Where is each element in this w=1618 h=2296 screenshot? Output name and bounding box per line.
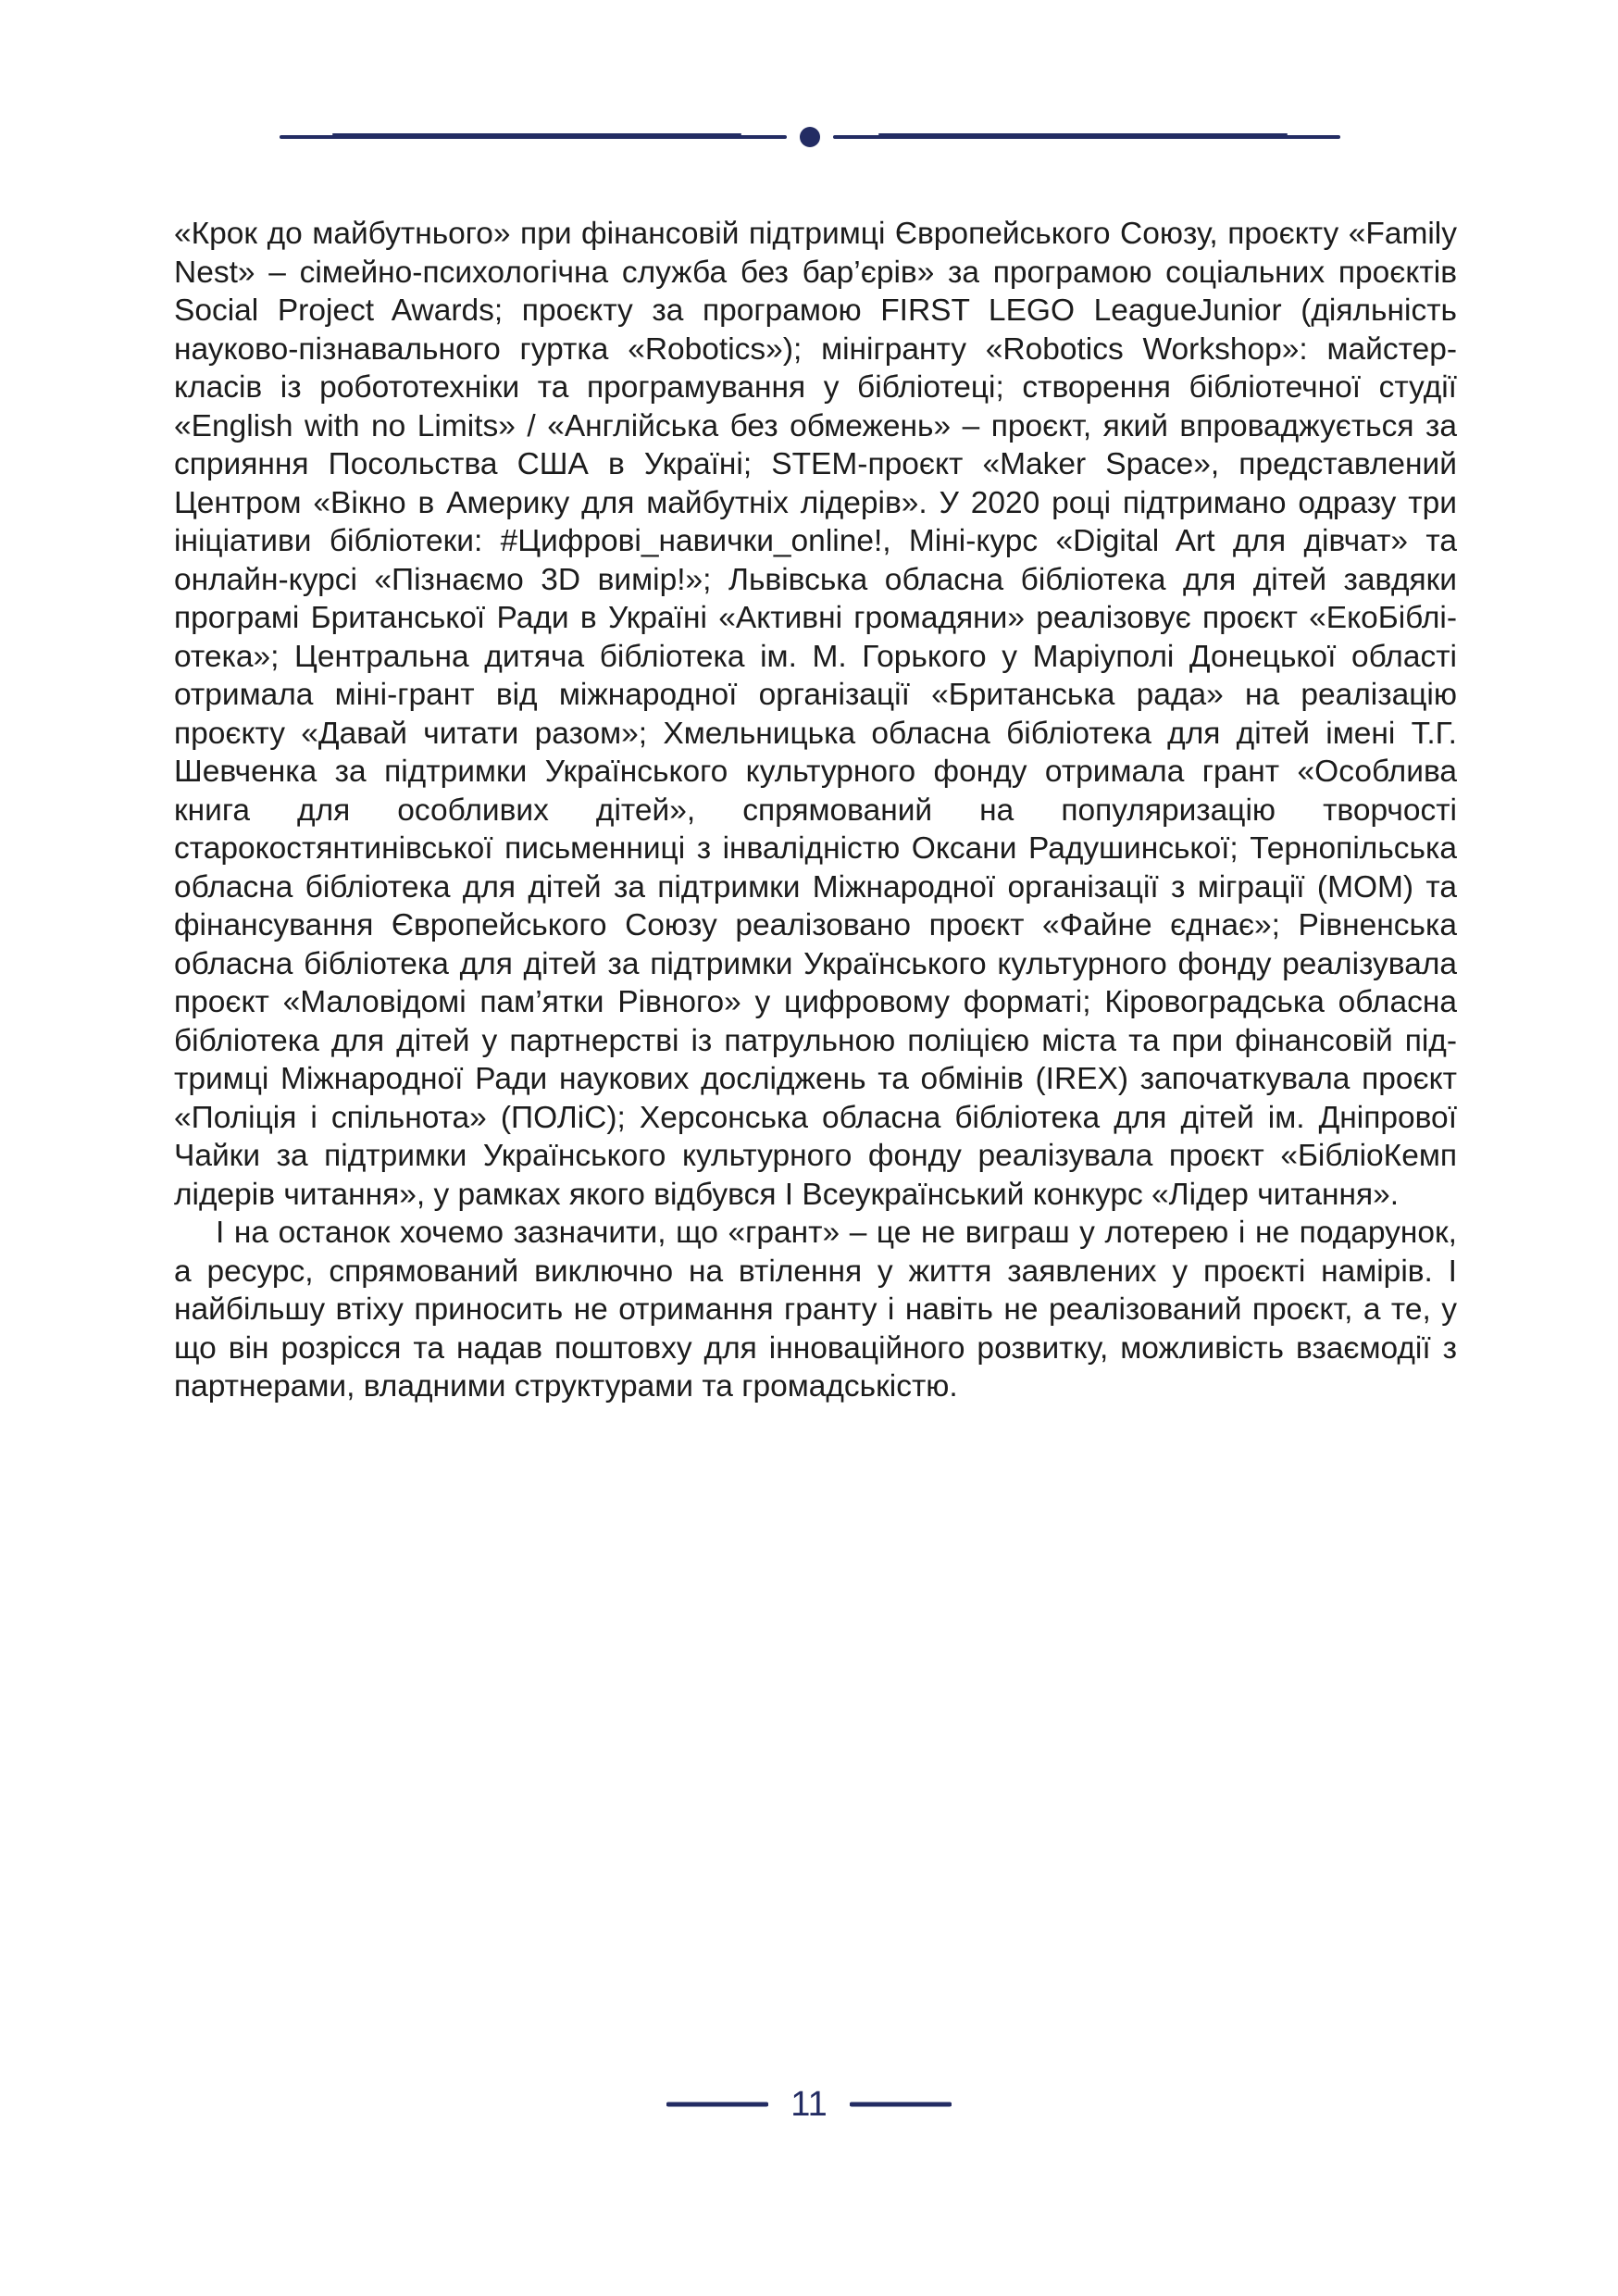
header-divider-icon	[278, 120, 1342, 154]
page-number: 11	[790, 2084, 828, 2124]
header-dot-icon	[800, 127, 820, 147]
footer-left-rule-icon	[666, 2100, 768, 2109]
footer-right-rule-icon	[850, 2100, 952, 2109]
page-footer	[0, 2081, 1618, 2128]
header-ornament	[278, 120, 1342, 154]
main-text	[174, 215, 1457, 1406]
paragraph-1: «Крок до майбутнього» при фінансовій підтримці Європейського Союзу, проєкту «Family Nest» – сімейно-психологічна служба без бар’єрів» за програмою соціальних проєктів Social Project Awards; проєкту за програмою FIRST LEGO LeagueJunior (діяльність науково-пізнавального гуртка «Robotics»); мінігранту «Robotics Workshop»: майстер-класів із робототехніки та програмування у бібліотеці; створення бібліотечної студії «English with no Limits» / «Англійська без обмежень» – проєкт, який впроваджується за сприяння Посольства США в Україні; STEM-проєкт «Maker Space», представлений Центром «Вікно в Америку для майбутніх лідерів». У 2020 році підтримано одразу три ініціативи бібліотеки: #Цифрові_навички_online!, Міні-курс «Digital Art для дівчат» та онлайн-курсі «Пізнаємо 3D вимір!»; Львівська обласна бібліотека для дітей завдяки програмі Британської Ради в Україні «Активні громадяни» реалізовує проєкт «ЕкоБібліотека»; Центральна дитяча бібліотека ім. М. Горького у Маріуполі Донецької області отримала міні-грант від міжнародної організації «Британська рада» на реалізацію проєкту «Давай читати разом»; Хмельницька обласна бібліотека для дітей імені Т.Г. Шевченка за підтримки Українського культурного фонду отримала грант «Особлива книга для особливих дітей», спрямований на популяризацію творчості старокостянтинівської письменниці з інвалідністю Оксани Радушинської; Тернопільська обласна бібліотека для дітей за підтримки Міжнародної організації з міграції (МОМ) та фінансування Європейського Союзу реалізовано проєкт «Файне єднає»; Рівненська обласна бібліотека для дітей за підтримки Українського культурного фонду реалізувала проєкт «Маловідомі пам’ятки Рівного» у цифровому форматі; Кіровоградська обласна бібліотека для дітей у партнерстві із патрульною поліцією міста та при фінансовій підтримці Міжнародної Ради наукових досліджень та обмінів (IREX) започаткувала проєкт «Поліція і спільнота» (ПОЛіС); Херсонська обласна бібліотека для дітей ім. Дніпрової Чайки за підтримки Українського культурного фонду реалізувала проєкт «БібліоКемп лідерів читання», у рамках якого відбувся І Всеукраїнський конкурс «Лідер читання».	[174, 217, 1457, 1212]
paragraph-2: І на останок хочемо зазначити, що «грант» – це не виграш у лотерею і не подарунок, а ресурс, спрямований виключно на втілення у життя заявлених у проєкті намірів. І найбільшу втіху приносить не отримання гранту і навіть не реалізований проєкт, а те, у що він розрісся та надав поштовху для інноваційного розвитку, можливість взаємодії з партнерами, владними структурами та громадськістю.	[174, 1216, 1457, 1404]
